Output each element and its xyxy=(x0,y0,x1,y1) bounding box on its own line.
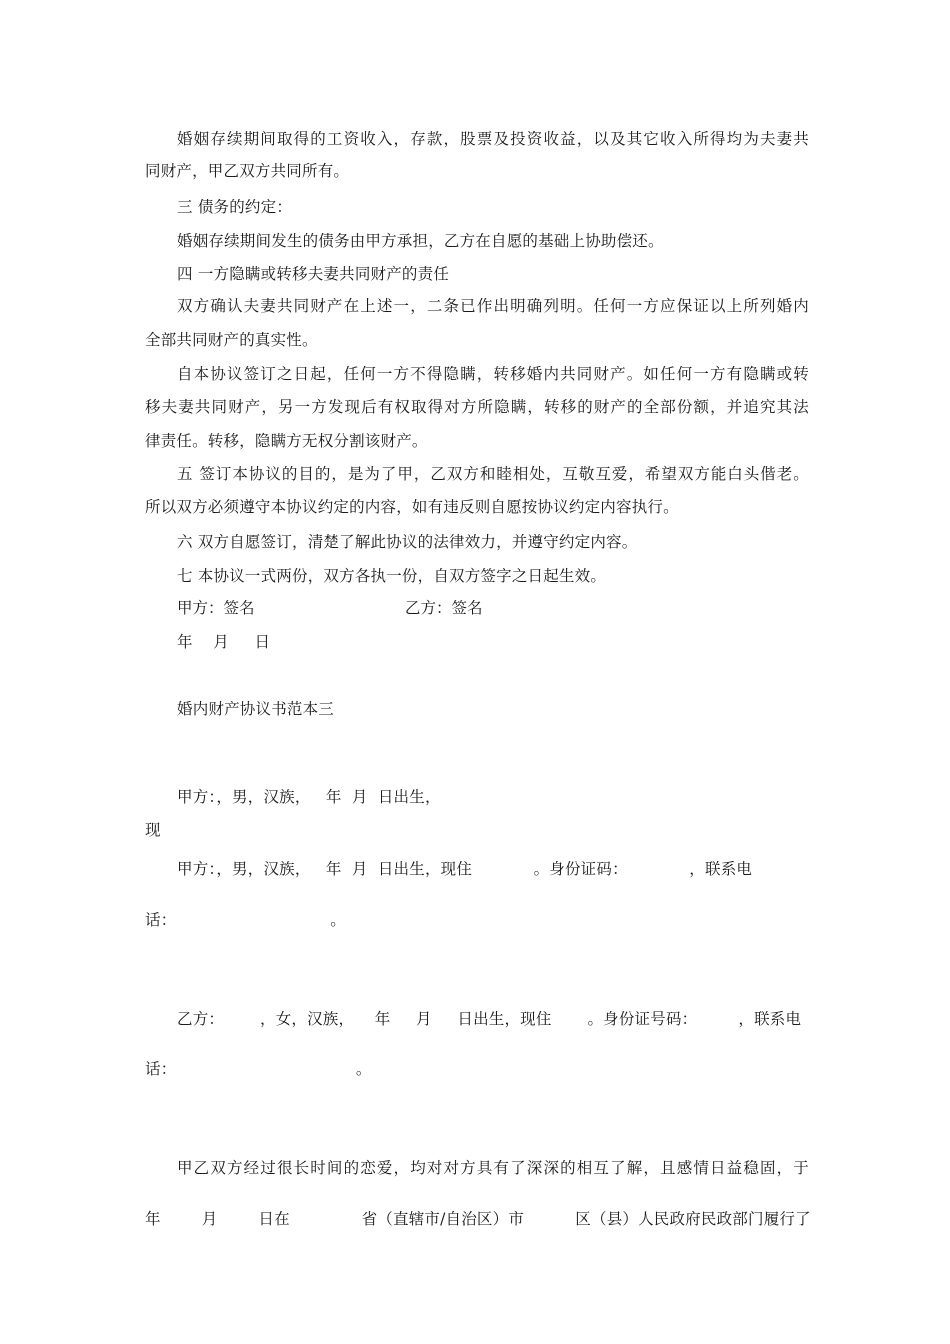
signature-party-b: 乙方：签名 xyxy=(405,599,483,617)
section-title: 婚内财产协议书范本三 xyxy=(177,700,335,718)
signature-party-a: 甲方：签名 xyxy=(177,599,255,617)
paragraph-income-line2: 同财产，甲乙双方共同所有。 xyxy=(145,162,350,180)
heading-concealment: 四 一方隐瞒或转移夫妻共同财产的责任 xyxy=(177,265,450,283)
paragraph-transfer-line2: 移夫妻共同财产，另一方发现后有权取得对方所隐瞒，转移的财产的全部份额，并追究其法 xyxy=(145,398,809,416)
paragraph-purpose-line2: 所以双方必须遵守本协议约定的内容，如有违反则自愿按协议约定内容执行。 xyxy=(145,498,679,516)
paragraph-copies: 七 本协议一式两份，双方各执一份，自双方签字之日起生效。 xyxy=(177,567,607,585)
party-a-intro-cont: 现 xyxy=(145,821,161,839)
party-b-details: 乙方： ，女，汉族， 年 月 日出生，现住 。身份证号码： ，联系电 xyxy=(177,1010,802,1028)
paragraph-debt: 婚姻存续期间发生的债务由甲方承担，乙方在自愿的基础上协助偿还。 xyxy=(177,232,664,250)
party-a-intro: 甲方：，男，汉族， 年 月 日出生， xyxy=(177,788,441,806)
party-a-details: 甲方：，男，汉族， 年 月 日出生，现住 。身份证码： ，联系电 xyxy=(177,860,753,878)
heading-debt: 三 债务的约定： xyxy=(177,198,293,216)
paragraph-confirm-line2: 全部共同财产的真实性。 xyxy=(145,331,318,349)
paragraph-purpose-line1: 五 签订本协议的目的，是为了甲，乙双方和睦相处，互敬互爱，希望双方能白头偕老。 xyxy=(177,465,809,483)
paragraph-confirm-line1: 双方确认夫妻共同财产在上述一，二条已作出明确列明。任何一方应保证以上所列婚内 xyxy=(177,297,809,315)
date-line: 年 月 日 xyxy=(177,633,271,651)
paragraph-marriage-line1: 甲乙双方经过很长时间的恋爱，均对对方具有了深深的相互了解，且感情日益稳固，于 xyxy=(177,1159,809,1177)
paragraph-transfer-line3: 律责任。转移，隐瞒方无权分割该财产。 xyxy=(145,432,428,450)
paragraph-voluntary: 六 双方自愿签订，清楚了解此协议的法律效力，并遵守约定内容。 xyxy=(177,533,638,551)
party-b-details-cont: 话： 。 xyxy=(145,1060,372,1078)
party-a-details-cont: 话： 。 xyxy=(145,911,346,929)
paragraph-income-line1: 婚姻存续期间取得的工资收入，存款，股票及投资收益，以及其它收入所得均为夫妻共 xyxy=(177,130,809,148)
paragraph-marriage-line2: 年 月 日在 省（直辖市/自治区）市 区（县）人民政府民政部门履行了 xyxy=(145,1210,811,1228)
paragraph-transfer-line1: 自本协议签订之日起，任何一方不得隐瞒，转移婚内共同财产。如任何一方有隐瞒或转 xyxy=(177,365,809,383)
